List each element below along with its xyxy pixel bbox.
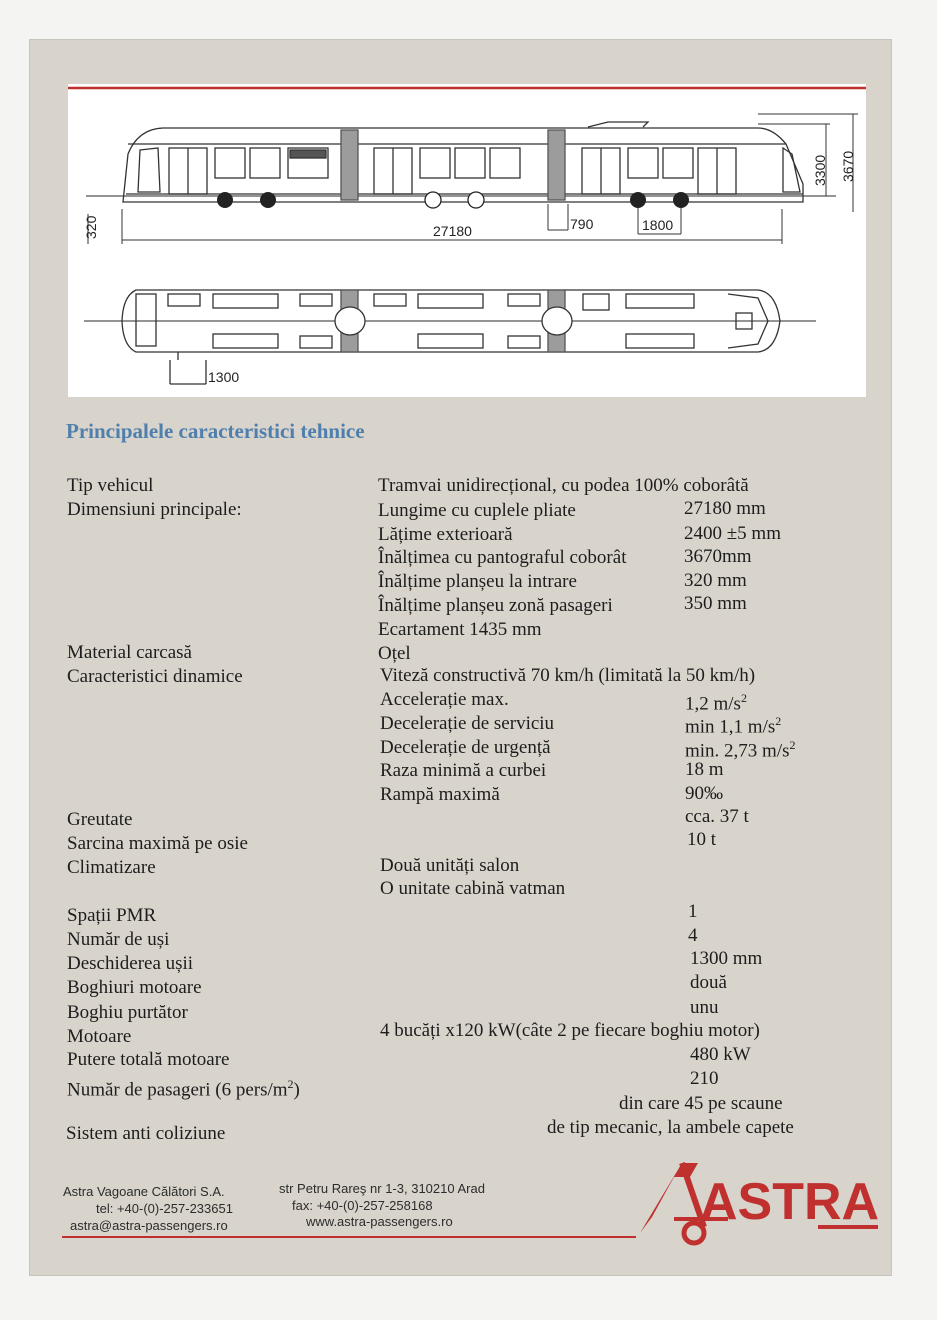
footer-tel: tel: +40-(0)-257-233651 <box>96 1201 233 1216</box>
section-title: Principalele caracteristici tehnice <box>66 419 365 443</box>
value-usi: 4 <box>688 925 698 946</box>
label-climatizare: Climatizare <box>67 857 156 878</box>
value-pasageri: 210 <box>690 1068 719 1089</box>
dim-row-value: 350 mm <box>684 593 747 614</box>
footer-company: Astra Vagoane Călători S.A. <box>63 1184 225 1199</box>
dim-3670: 3670 <box>840 150 856 182</box>
astra-logo-icon <box>638 1157 880 1247</box>
tram-drawing-svg <box>68 84 866 397</box>
label-pmr: Spații PMR <box>67 905 157 926</box>
footer-email[interactable]: astra@astra-passengers.ro <box>70 1218 228 1233</box>
value-greutate: cca. 37 t <box>685 806 749 827</box>
dyn-row-name: Rampă maximă <box>380 784 500 805</box>
value-climatizare-1: Două unități salon <box>380 855 520 876</box>
value-anti-coliziune: de tip mecanic, la ambele capete <box>547 1117 794 1138</box>
dim-320: 320 <box>83 215 99 239</box>
plan-view <box>84 290 816 384</box>
label-material: Material carcasă <box>67 642 192 663</box>
tram-technical-drawing <box>68 84 866 397</box>
value-boghiuri: două <box>690 972 727 993</box>
dim-length: 27180 <box>433 223 472 239</box>
spec-sheet <box>30 40 891 1275</box>
label-boghiuri: Boghiuri motoare <box>67 977 202 998</box>
footer-address: str Petru Rareş nr 1-3, 310210 Arad <box>279 1181 485 1196</box>
dim-3300: 3300 <box>812 154 828 186</box>
label-greutate: Greutate <box>67 809 133 830</box>
dyn-row-value: 1,2 $m/s^2$ <box>685 691 747 715</box>
value-pmr: 1 <box>688 901 698 922</box>
label-anti-coliziune: Sistem anti coliziune <box>66 1123 226 1144</box>
dim-row-name: Lungime cu cuplele pliate <box>378 500 576 521</box>
value-scaune: din care 45 pe scaune <box>619 1093 783 1114</box>
astra-logo <box>638 1157 880 1252</box>
label-dinamice: Caracteristici dinamice <box>67 666 243 687</box>
value-material: Oțel <box>378 643 411 664</box>
label-dimensiuni: Dimensiuni principale: <box>67 499 242 520</box>
dyn-row-name: Raza minimă a curbei <box>380 760 547 781</box>
label-motoare: Motoare <box>67 1026 132 1047</box>
dyn-row-value: min 1,1 $m/s^2$ <box>685 714 782 738</box>
dyn-row-name: Decelerație de serviciu <box>380 713 555 734</box>
value-purtator: unu <box>690 997 719 1018</box>
dyn-row-name: Accelerație max. <box>380 689 509 710</box>
footer-red-rule <box>62 1236 636 1238</box>
dimension-lines <box>88 114 858 244</box>
side-view <box>86 122 836 202</box>
dim-row-value: 2400 ±5 mm <box>684 523 781 544</box>
value-viteza: Viteză constructivă 70 km/h (limitată la 50 km/h) <box>380 665 756 686</box>
dyn-row-name: Decelerație de urgență <box>380 737 551 758</box>
dim-1800: 1800 <box>642 217 674 233</box>
label-deschidere: Deschiderea ușii <box>67 953 194 974</box>
dim-row-name: Înălțime planșeu la intrare <box>378 571 577 592</box>
dyn-row-value: min. 2,73 $m/s^2$ <box>685 738 796 762</box>
dim-row-name: Lățime exterioară <box>378 524 513 545</box>
label-tip-vehicul: Tip vehicul <box>67 475 154 496</box>
value-putere: 480 kW <box>690 1044 751 1065</box>
value-climatizare-2: O unitate cabină vatman <box>380 878 566 899</box>
dim-row-value: 3670mm <box>684 546 752 567</box>
value-motoare: 4 bucăți x120 kW(câte 2 pe fiecare boghiu motor) <box>380 1020 760 1041</box>
dim-row-name: Înălțimea cu pantograful coborât <box>378 547 627 568</box>
value-ecartament: Ecartament 1435 mm <box>378 619 542 640</box>
label-purtator: Boghiu purtător <box>67 1002 188 1023</box>
footer-fax: fax: +40-(0)-257-258168 <box>292 1198 433 1213</box>
value-sarcina: 10 t <box>687 829 717 850</box>
dyn-row-value: 18 m <box>685 759 724 780</box>
footer-web[interactable]: www.astra-passengers.ro <box>306 1214 453 1229</box>
label-putere: Putere totală motoare <box>67 1049 230 1070</box>
dyn-row-value: 90‰ <box>685 783 723 804</box>
label-sarcina: Sarcina maximă pe osie <box>67 833 248 854</box>
label-usi: Număr de uși <box>67 929 170 950</box>
dim-row-value: 27180 mm <box>684 498 766 519</box>
dim-row-name: Înălțime planșeu zonă pasageri <box>378 595 613 616</box>
value-tip-vehicul: Tramvai unidirecțional, cu podea 100% coborâtă <box>378 475 749 496</box>
astra-logo-text: ASTRA <box>700 1173 880 1231</box>
dim-row-value: 320 mm <box>684 570 747 591</box>
label-pasageri: Număr de pasageri (6 pers/$m^2$) <box>67 1077 300 1101</box>
value-deschidere: 1300 mm <box>690 948 763 969</box>
dim-1300: 1300 <box>208 369 240 385</box>
dim-790: 790 <box>570 216 594 232</box>
